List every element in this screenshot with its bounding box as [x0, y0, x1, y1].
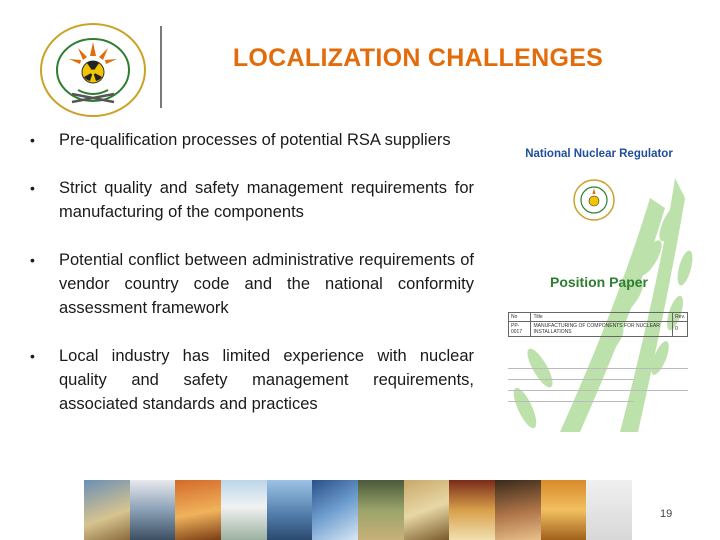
- bullet-list: [30, 128, 474, 416]
- paper-info-table: [508, 312, 688, 337]
- table-cell: 0: [673, 322, 688, 337]
- nnr-logo: [38, 22, 148, 118]
- photo-tile: [541, 480, 587, 540]
- photo-tile: [449, 480, 495, 540]
- bullet-text: Local industry has limited experience with nuclear quality and safety management requirements, associated standards and practices: [59, 347, 474, 413]
- table-row: [509, 313, 688, 322]
- paper-org-name: National Nuclear Regulator: [525, 148, 673, 160]
- bullet-glyph: •: [30, 348, 35, 364]
- photo-tile: [495, 480, 541, 540]
- table-cell: MANUFACTURING OF COMPONENTS FOR NUCLEAR INSTALLATIONS: [531, 322, 673, 337]
- paper-heading: Position Paper: [549, 274, 649, 290]
- bullet-item: [30, 128, 474, 152]
- photo-tile: [312, 480, 358, 540]
- bullet-item: [30, 176, 474, 224]
- footer-photo-strip: [84, 480, 632, 540]
- photo-tile: [358, 480, 404, 540]
- photo-tile: [175, 480, 221, 540]
- photo-tile: [130, 480, 176, 540]
- photo-tile: [404, 480, 450, 540]
- bullet-text: Strict quality and safety management requirements for manufacturing of the components: [59, 179, 474, 221]
- bullet-item: [30, 344, 474, 416]
- photo-tile: [586, 480, 632, 540]
- bullet-glyph: •: [30, 132, 35, 148]
- table-header-cell: No: [509, 313, 531, 322]
- bullet-item: [30, 248, 474, 320]
- page-number: 19: [660, 508, 673, 520]
- table-cell: PP-0017: [509, 322, 531, 337]
- bullet-text: Potential conflict between administrative requirements of vendor country code and the national conformity assessment framework: [59, 251, 474, 317]
- bullet-glyph: •: [30, 252, 35, 268]
- photo-tile: [267, 480, 313, 540]
- header-divider: [160, 26, 162, 108]
- table-row: [509, 322, 688, 337]
- position-paper-cover: [500, 138, 698, 432]
- table-header-cell: Title: [531, 313, 673, 322]
- photo-tile: [221, 480, 267, 540]
- paper-signature-lines: [508, 368, 688, 412]
- paper-nnr-logo: [572, 178, 616, 222]
- slide-title: LOCALIZATION CHALLENGES: [232, 44, 604, 72]
- bullet-glyph: •: [30, 180, 35, 196]
- photo-tile: [84, 480, 130, 540]
- bullet-text: Pre-qualification processes of potential RSA suppliers: [59, 131, 451, 149]
- table-header-cell: Rev.: [673, 313, 688, 322]
